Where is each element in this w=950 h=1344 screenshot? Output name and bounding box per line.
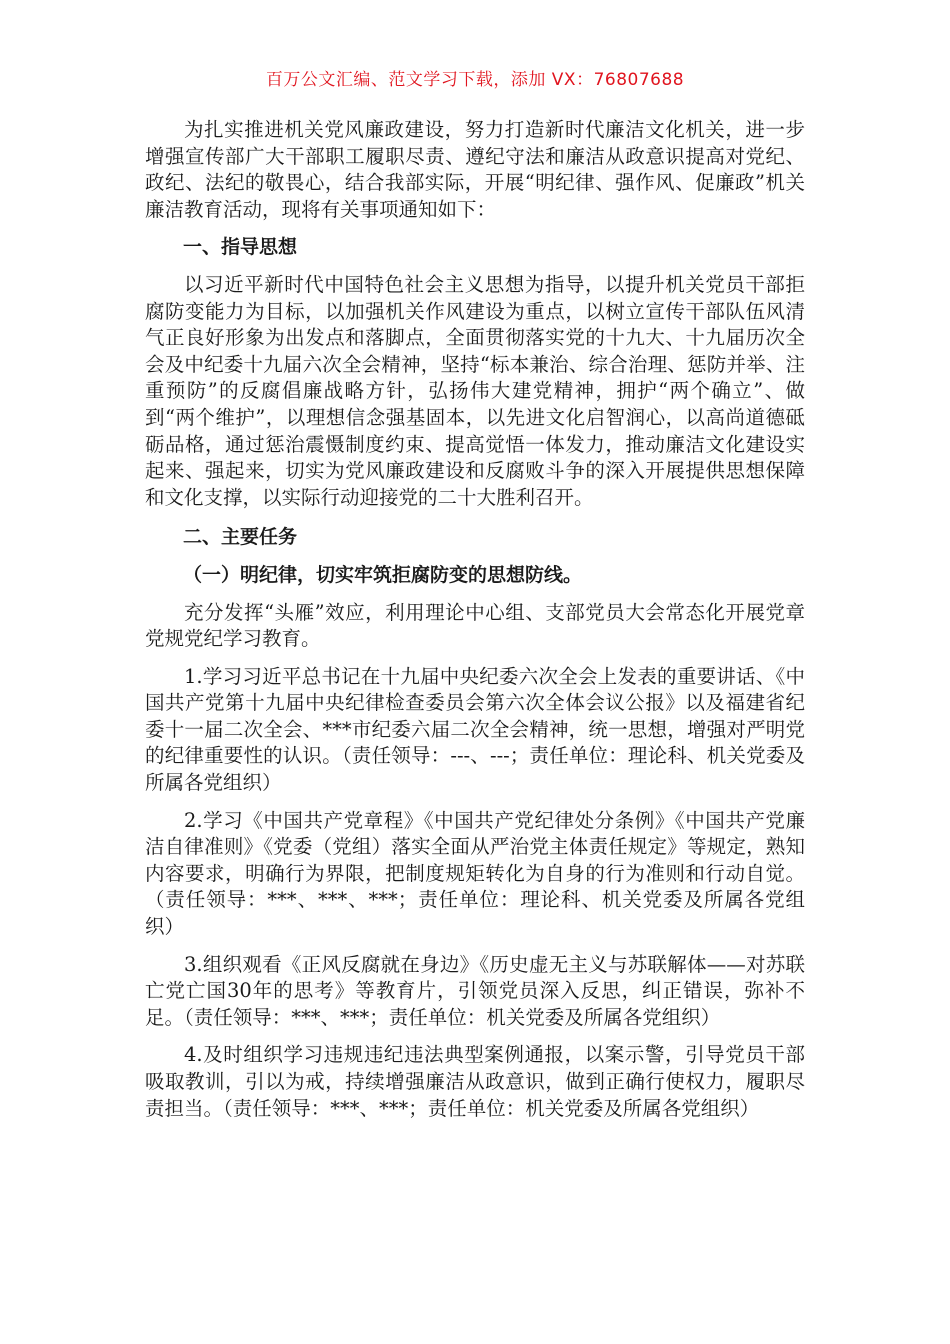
task-item-1: 1.学习习近平总书记在十九届中央纪委六次全会上发表的重要讲话、《中国共产党第十九届中央纪律检查委员会第六次全体会议公报》以及福建省纪委十一届二次全会、***市纪委六届二次全会精神，统一思想，增强对严明党的纪律重要性的认识。（责任领导：---、---；责任单位：理论科、机关党委及所属各党组织）	[145, 664, 805, 795]
section-heading-guiding-ideology: 一、指导思想	[183, 236, 298, 259]
task-item-4: 4.及时组织学习违规违纪违法典型案例通报，以案示警，引导党员干部吸取教训，引以为戒，持续增强廉洁从政意识，做到正确行使权力，履职尽责担当。（责任领导：***、***；责任单位：机关党委及所属各党组织）	[145, 1043, 805, 1120]
task-item-2: 2.学习《中国共产党章程》《中国共产党纪律处分条例》《中国共产党廉洁自律准则》《党委（党组）落实全面从严治党主体责任规定》等规定，熟知内容要求，明确行为界限，把制度规矩转化为自身的行为准则和行动自觉。（责任领导：***、***、***；责任单位：理论科、机关党委及所属各党组织）	[145, 808, 805, 939]
subsection-heading-discipline: （一）明纪律，切实牢筑拒腐防变的思想防线。	[183, 563, 583, 586]
guiding-ideology-paragraph: 以习近平新时代中国特色社会主义思想为指导，以提升机关党员干部拒腐防变能力为目标，以加强机关作风建设为重点，以树立宣传干部队伍风清气正良好形象为出发点和落脚点，全面贯彻落实党的十九大、十九届历次全会及中纪委十九届六次全会精神，坚持“标本兼治、综合治理、惩防并举、注重预防”的反腐倡廉战略方针，弘扬伟大建党精神，拥护“两个确立”、做到“两个维护”，以理想信念强基固本，以先进文化启智润心，以高尚道德砥砺品格，通过惩治震慑制度约束、提高觉悟一体发力，推动廉洁文化建设实起来、强起来，切实为党风廉政建设和反腐败斗争的深入开展提供思想保障和文化支撑，以实际行动迎接党的二十大胜利召开。	[145, 272, 805, 509]
document-body	[145, 117, 805, 1122]
header-banner: 百万公文汇编、范文学习下载，添加 VX：76807688	[265, 70, 685, 90]
subsection-intro-paragraph: 充分发挥“头雁”效应，利用理论中心组、支部党员大会常态化开展党章党规党纪学习教育。	[145, 600, 805, 651]
intro-paragraph: 为扎实推进机关党风廉政建设，努力打造新时代廉洁文化机关，进一步增强宣传部广大干部职工履职尽责、遵纪守法和廉洁从政意识提高对党纪、政纪、法纪的敬畏心，结合我部实际，开展“明纪律、强作风、促廉政”机关廉洁教育活动，现将有关事项通知如下：	[145, 118, 805, 221]
section-heading-main-tasks: 二、主要任务	[183, 526, 298, 549]
task-item-3: 3.组织观看《正风反腐就在身边》《历史虚无主义与苏联解体——对苏联亡党亡国30年的思考》等教育片，引领党员深入反思，纠正错误，弥补不足。（责任领导：***、***；责任单位：机关党委及所属各党组织）	[145, 952, 805, 1029]
